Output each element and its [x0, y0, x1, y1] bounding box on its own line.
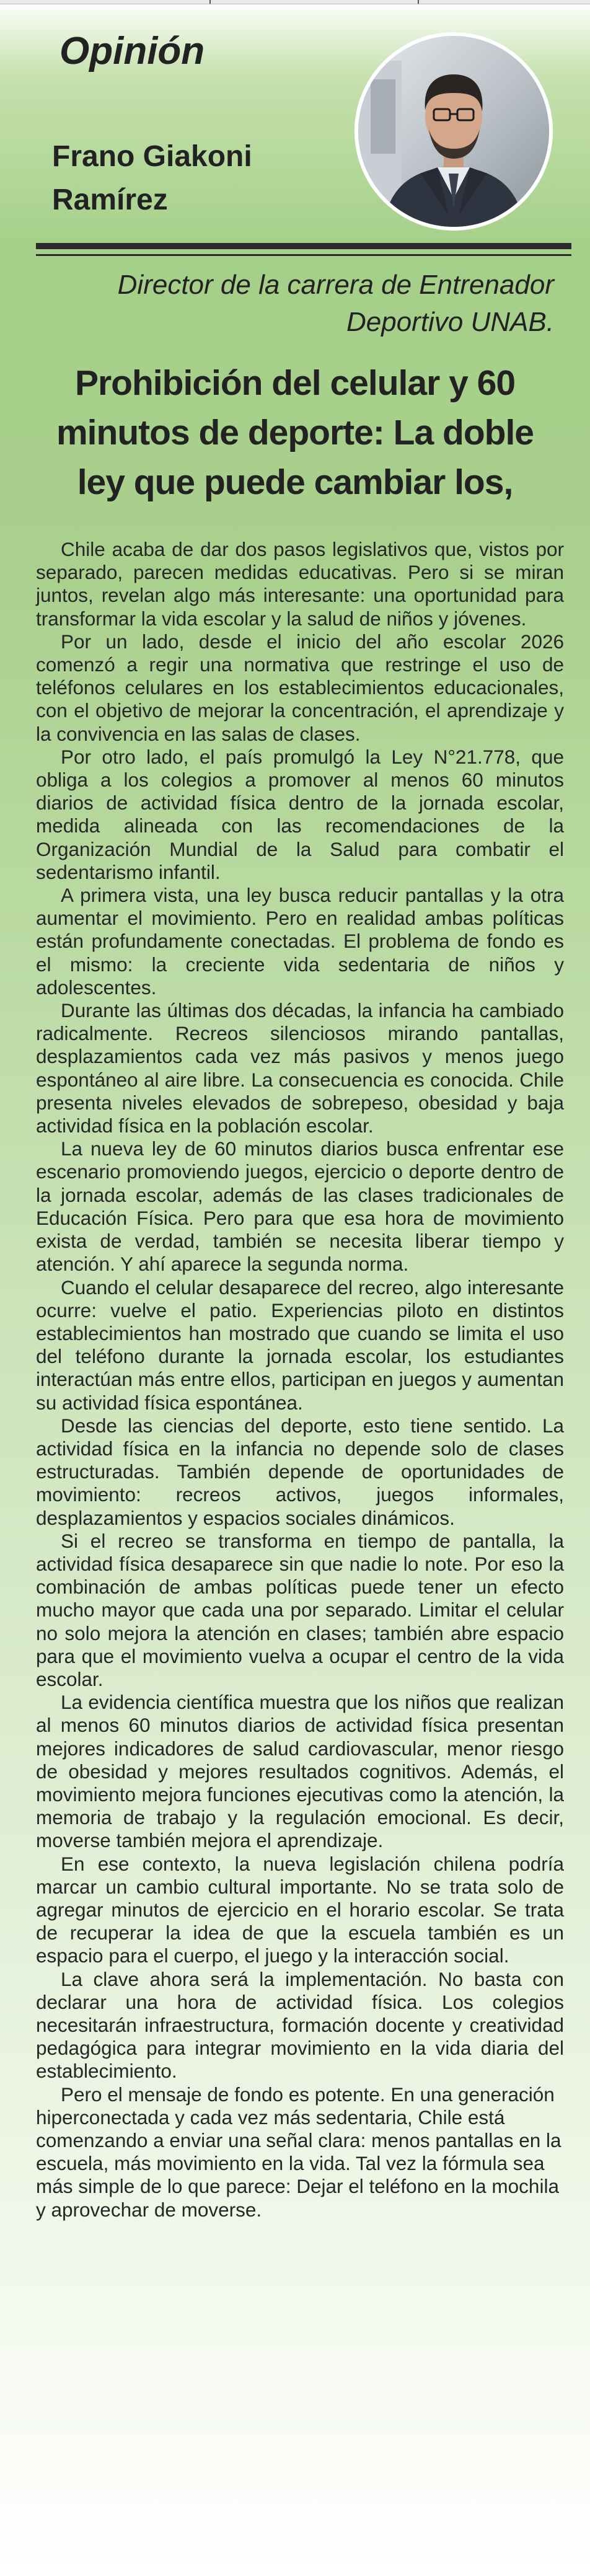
- headline-line-1: Prohibición del celular y 60: [74, 363, 516, 403]
- article-headline: [30, 358, 560, 507]
- author-photo: [354, 32, 553, 231]
- article-paragraph: A primera vista, una ley busca reducir pantallas y la otra aumentar el movimiento. Pero en realidad ambas políticas están profundamente conectadas. El problema de fondo es el mismo: la creciente vida sedentaria de niños y adolescentes.: [36, 884, 564, 999]
- author-name-line-1: Frano Giakoni: [52, 140, 252, 173]
- author-name: [52, 135, 325, 222]
- article-paragraph: Durante las últimas dos décadas, la infancia ha cambiado radicalmente. Recreos silenciosos mirando pantallas, desplazamientos cada vez más pasivos y menos juego espontáneo al aire libre. La consecuencia es conocida. Chile presenta niveles elevados de sobrepeso, obesidad y baja actividad física en la población escolar.: [36, 999, 564, 1137]
- article-paragraph: Chile acaba de dar dos pasos legislativos que, vistos por separado, parecen medidas educativas. Pero si se miran juntos, revelan algo más interesante: una oportunidad para transformar la vida escolar y la salud de niños y jóvenes.: [36, 538, 564, 630]
- article-paragraph: La nueva ley de 60 minutos diarios busca enfrentar ese escenario promoviendo juegos, ejercicio o deporte dentro de la jornada escolar, además de las clases tradicionales de Educación Física. Pero para que esa hora de movimiento exista de verdad, también se necesita liberar tiempo y atención. Y ahí aparece la segunda norma.: [36, 1137, 564, 1276]
- author-role-line-1: Director de la carrera de Entrenador: [117, 270, 554, 300]
- article-paragraph: Por otro lado, el país promulgó la Ley N°21.778, que obliga a los colegios a promover al menos 60 minutos diarios de actividad física dentro de la jornada escolar, medida alineada con las recomendaciones de la Organización Mundial de la Salud para combatir el sedentarismo infantil.: [36, 745, 564, 883]
- author-portrait-illustration: [358, 36, 549, 227]
- edge-tick: [418, 0, 419, 4]
- article-paragraph: Desde las ciencias del deporte, esto tiene sentido. La actividad física en la infancia no depende solo de clases estructuradas. También depende de oportunidades de movimiento: recreos activos, juegos informales, desplazamientos y espacios sociales dinámicos.: [36, 1414, 564, 1529]
- article-paragraph: Cuando el celular desaparece del recreo, algo interesante ocurre: vuelve el patio. Experiencias piloto en distintos establecimientos han mostrado que cuando se limita el uso del teléfono durante la jornada escolar, los estudiantes interactúan más entre ellos, participan en juegos y aumentan su actividad física espontánea.: [36, 1276, 564, 1414]
- article-paragraph: Si el recreo se transforma en tiempo de pantalla, la actividad física desaparece sin que nadie lo note. Por eso la combinación de ambas políticas puede tener un efecto mucho mayor que cada una por separado. Limitar el celular no solo mejora la atención en clases; también abre espacio para que el movimiento vuelva a ocupar el centro de la vida escolar.: [36, 1529, 564, 1690]
- author-name-line-2: Ramírez: [52, 183, 168, 216]
- article-paragraph: La clave ahora será la implementación. No basta con declarar una hora de actividad física. Los colegios necesitarán infraestructura, formación docente y creatividad pedagógica para integrar movimiento en la vida diaria del establecimiento.: [36, 1967, 564, 2083]
- author-role-line-2: Deportivo UNAB.: [346, 307, 554, 337]
- article-paragraph: En ese contexto, la nueva legislación chilena podría marcar un cambio cultural importante. No se trata solo de agregar minutos de ejercicio en el horario escolar. Se trata de recuperar la idea de que la escuela también es un espacio para el cuerpo, el juego y la interacción social.: [36, 1852, 564, 1967]
- headline-line-3: ley que puede cambiar los,: [77, 462, 513, 502]
- edge-tick: [209, 0, 211, 4]
- section-label: Opinión: [59, 30, 205, 73]
- page-top-edge: [0, 0, 590, 4]
- header-rule-thin: [36, 254, 571, 256]
- header-rule: [36, 243, 571, 249]
- article-paragraph: La evidencia científica muestra que los niños que realizan al menos 60 minutos diarios de actividad física presentan mejores indicadores de salud cardiovascular, menor riesgo de obesidad y mejores resultados cognitivos. Además, el movimiento mejora funciones ejecutivas como la atención, la memoria de trabajo y la regulación emocional. Es decir, moverse también mejora el aprendizaje.: [36, 1691, 564, 1852]
- article-body: [36, 538, 564, 2221]
- article-paragraph: Pero el mensaje de fondo es potente. En una generación hiperconectada y cada vez más sedentaria, Chile está comenzando a enviar una señal clara: menos pantallas en la escuela, más movimiento en la vida. Tal vez la fórmula sea más simple de lo que parece: Dejar el teléfono en la mochila y aprovechar de moverse.: [36, 2083, 561, 2221]
- article-paragraph: Por un lado, desde el inicio del año escolar 2026 comenzó a regir una normativa que restringe el uso de teléfonos celulares en los establecimientos educacionales, con el objetivo de mejorar la concentración, el aprendizaje y la convivencia en las salas de clases.: [36, 630, 564, 745]
- headline-line-2: minutos de deporte: La doble: [56, 413, 534, 452]
- author-role: [83, 267, 554, 341]
